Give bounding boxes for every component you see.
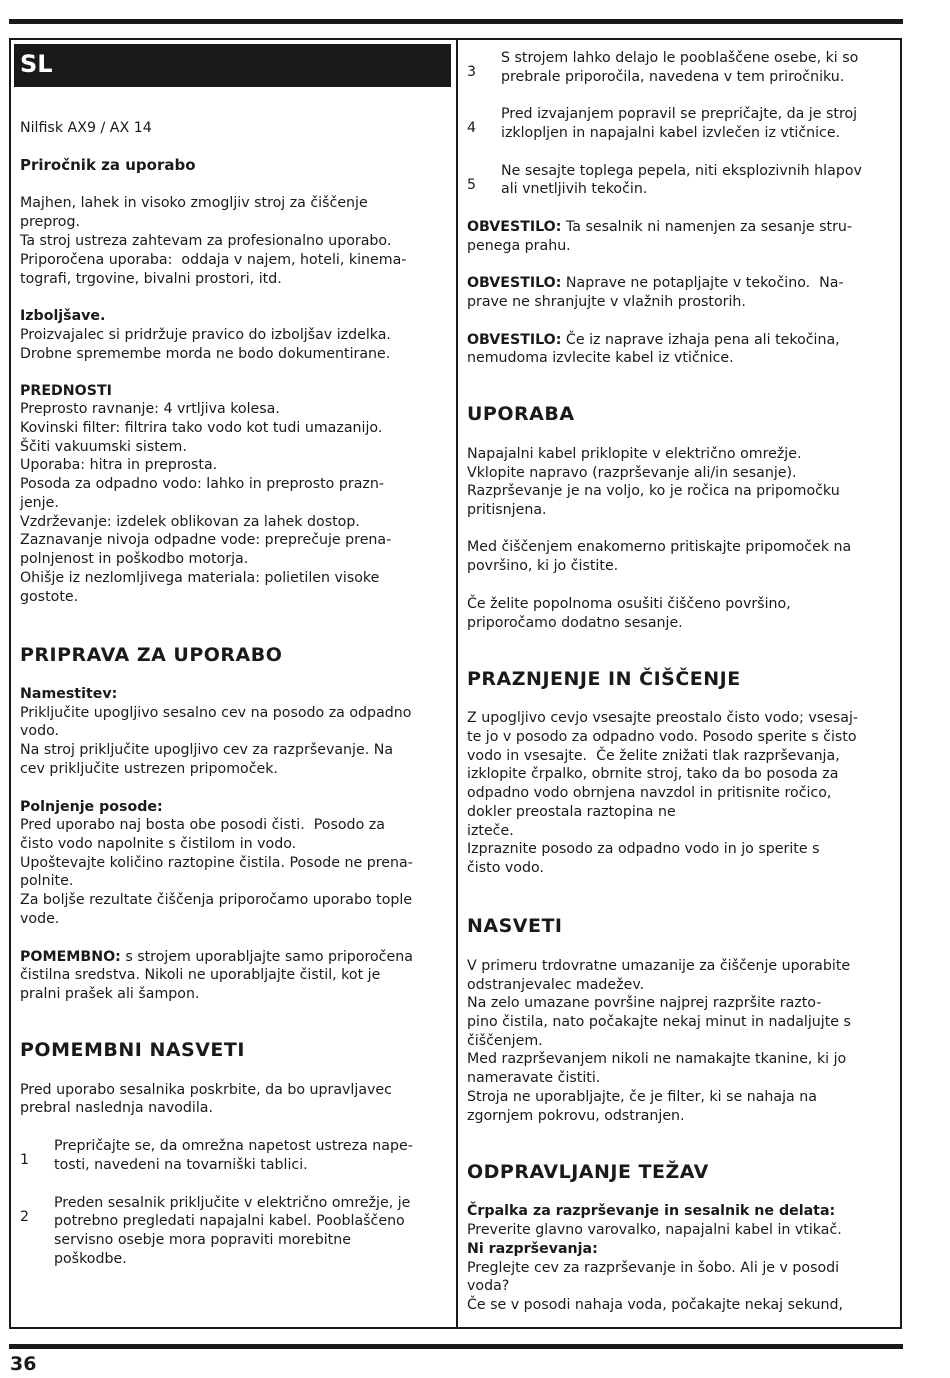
text-line: te jo v posodo za odpadno vodo. Posodo sperite s čisto xyxy=(467,729,857,745)
text-line: Če iz naprave izhaja pena ali tekočina, xyxy=(561,332,840,348)
text-line: Zaznavanje nivoja odpadne vode: preprečuje prena- xyxy=(20,532,392,548)
text-line: voda? xyxy=(467,1278,510,1294)
text-line: penega prahu. xyxy=(467,238,571,254)
text-line: površino, ki jo čistite. xyxy=(467,558,619,574)
text-line: Na zelo umazane površine najprej razpršite razto- xyxy=(467,995,822,1011)
text-line: servisno osebje mora popraviti morebitne xyxy=(54,1232,351,1248)
text-line: ali vnetljivih tekočin. xyxy=(501,181,648,197)
text-line: Ščiti vakuumski sistem. xyxy=(20,439,187,455)
text-line: čistilna sredstva. Nikoli ne uporabljajte čistil, kot je xyxy=(20,967,381,983)
text-line: nemudoma izvlecite kabel iz vtičnice. xyxy=(467,350,734,366)
text-line: Ne sesajte toplega pepela, niti eksplozivnih hlapov xyxy=(501,163,862,179)
text-line: Izpraznite posodo za odpadno vodo in jo sperite s xyxy=(467,841,820,857)
top-rule xyxy=(9,19,903,24)
text-line: Kovinski filter: filtrira tako vodo kot tudi umazanijo. xyxy=(20,420,383,436)
text-line: Stroja ne uporabljajte, če je filter, ki se nahaja na xyxy=(467,1089,817,1105)
text-line: Na stroj priključite upogljivo cev za razprševanje. Na xyxy=(20,742,394,758)
item-number: 2 xyxy=(20,1209,30,1226)
advantages-heading: PREDNOSTI xyxy=(20,383,112,399)
prep-heading: PRIPRAVA ZA UPORABO xyxy=(20,644,283,666)
language-tab xyxy=(14,44,451,87)
text-line: tografi, trgovine, bivalni prostori, itd. xyxy=(20,271,282,287)
manual-title: Priročnik za uporabo xyxy=(20,156,196,174)
text-line: Preglejte cev za razprševanje in šobo. Ali je v posodi xyxy=(467,1260,840,1276)
notice-label: OBVESTILO: xyxy=(467,332,562,348)
text-line: Z upogljivo cevjo vsesajte preostalo čisto vodo; vsesaj- xyxy=(467,710,859,726)
fill-heading: Polnjenje posode: xyxy=(20,799,163,815)
text-line: Pred uporabo naj bosta obe posodi čisti. Posodo za xyxy=(20,817,385,833)
text-line: Napajalni kabel priklopite v električno omrežje. xyxy=(467,446,802,462)
text-line: odstranjevalec madežev. xyxy=(467,977,645,993)
text-line: vodo. xyxy=(20,723,60,739)
text-line: čisto vodo. xyxy=(467,860,544,876)
text-line: gostote. xyxy=(20,589,79,605)
text-line: preprog. xyxy=(20,214,80,230)
text-line: Majhen, lahek in visoko zmogljiv stroj za čiščenje xyxy=(20,195,368,211)
text-line: Če se v posodi nahaja voda, počakajte nekaj sekund, xyxy=(467,1297,844,1313)
item-number: 1 xyxy=(20,1152,30,1169)
text-line: Pred uporabo sesalnika poskrbite, da bo upravljavec xyxy=(20,1082,392,1098)
text-line: Med čiščenjem enakomerno pritiskajte pripomoček na xyxy=(467,539,852,555)
text-line: potrebno pregledati napajalni kabel. Pooblaščeno xyxy=(54,1213,405,1229)
text-line: Če želite popolnoma osušiti čiščeno površino, xyxy=(467,596,791,612)
item-number: 5 xyxy=(467,177,477,194)
text-line: cev priključite ustrezen pripomoček. xyxy=(20,761,278,777)
text-line: polnjenost in poškodbo motorja. xyxy=(20,551,249,567)
text-line: Preverite glavno varovalko, napajalni kabel in vtikač. xyxy=(467,1222,842,1238)
item-number: 3 xyxy=(467,64,477,81)
text-line: Za boljše rezultate čiščenja priporočamo uporabo tople xyxy=(20,892,413,908)
text-line: s strojem uporabljajte samo priporočena xyxy=(120,949,413,965)
text-line: odpadno vodo obrnjena navzdol in pritisnite ročico, xyxy=(467,785,832,801)
advice-heading: NASVETI xyxy=(467,915,563,937)
trouble-heading: ODPRAVLJANJE TEŽAV xyxy=(467,1161,709,1183)
text-line: dokler preostala raztopina ne xyxy=(467,804,676,820)
language-code: SL xyxy=(20,50,53,78)
trouble-pump-heading: Črpalka za razprševanje in sesalnik ne delata: xyxy=(467,1203,836,1219)
text-line: priporočamo dodatno sesanje. xyxy=(467,615,683,631)
item-number: 4 xyxy=(467,120,477,137)
column-divider xyxy=(456,38,458,1329)
text-line: pralni prašek ali šampon. xyxy=(20,986,200,1002)
text-line: polnite. xyxy=(20,873,74,889)
text-line: čisto vodo napolnite s čistilom in vodo. xyxy=(20,836,297,852)
text-line: čiščenjem. xyxy=(467,1033,543,1049)
install-heading: Namestitev: xyxy=(20,686,118,702)
text-line: prebral naslednja navodila. xyxy=(20,1100,213,1116)
improvements-heading: Izboljšave. xyxy=(20,308,106,324)
text-line: Posoda za odpadno vodo: lahko in preprosto prazn- xyxy=(20,476,384,492)
text-line: poškodbe. xyxy=(54,1251,127,1267)
text-line: Med razprševanjem nikoli ne namakajte tkanine, ki jo xyxy=(467,1051,847,1067)
text-line: tosti, navedeni na tovarniški tablici. xyxy=(54,1157,308,1173)
text-line: Naprave ne potapljajte v tekočino. Na- xyxy=(561,275,844,291)
text-line: Razprševanje je na voljo, ko je ročica na pripomočku xyxy=(467,483,840,499)
text-line: Drobne spremembe morda ne bodo dokumentirane. xyxy=(20,346,391,362)
text-line: V primeru trdovratne umazanije za čiščenje uporabite xyxy=(467,958,851,974)
notice-label: OBVESTILO: xyxy=(467,219,562,235)
text-line: Preden sesalnik priključite v električno omrežje, je xyxy=(54,1195,411,1211)
text-line: Proizvajalec si pridržuje pravico do izboljšav izdelka. xyxy=(20,327,391,343)
text-line: vode. xyxy=(20,911,60,927)
text-line: Ohišje iz nezlomljivega materiala: polietilen visoke xyxy=(20,570,380,586)
text-line: vodo in vsesajte. Če želite znižati tlak razprševanja, xyxy=(467,748,840,764)
text-line: Priključite upogljivo sesalno cev na posodo za odpadno xyxy=(20,705,412,721)
text-line: zgornjem pokrovu, odstranjen. xyxy=(467,1108,685,1124)
text-line: izklopite črpalko, obrnite stroj, tako da bo posoda za xyxy=(467,766,839,782)
text-line: Ta stroj ustreza zahtevam za profesionalno uporabo. xyxy=(20,233,392,249)
text-line: prebrale priporočila, navedena v tem priročniku. xyxy=(501,69,845,85)
usage-heading: UPORABA xyxy=(467,403,575,425)
tips-heading: POMEMBNI NASVETI xyxy=(20,1039,245,1061)
text-line: Prepričajte se, da omrežna napetost ustreza nape- xyxy=(54,1138,413,1154)
text-line: izteče. xyxy=(467,823,514,839)
text-line: jenje. xyxy=(20,495,59,511)
bottom-rule xyxy=(9,1344,903,1349)
notice-label: OBVESTILO: xyxy=(467,275,562,291)
text-line: pino čistila, nato počakajte nekaj minut in nadaljujte s xyxy=(467,1014,851,1030)
text-line: izklopljen in napajalni kabel izvlečen iz vtičnice. xyxy=(501,125,841,141)
text-line: Upoštevajte količino raztopine čistila. Posode ne prena- xyxy=(20,855,413,871)
text-line: Ta sesalnik ni namenjen za sesanje stru- xyxy=(561,219,853,235)
page-number: 36 xyxy=(10,1353,37,1375)
text-line: Vklopite napravo (razprševanje ali/in sesanje). xyxy=(467,465,797,481)
text-line: Pred izvajanjem popravil se prepričajte, da je stroj xyxy=(501,106,858,122)
text-line: Vzdrževanje: izdelek oblikovan za lahek dostop. xyxy=(20,514,360,530)
text-line: prave ne shranjujte v vlažnih prostorih. xyxy=(467,294,746,310)
text-line: Priporočena uporaba: oddaja v najem, hoteli, kinema- xyxy=(20,252,407,268)
text-line: Uporaba: hitra in preprosta. xyxy=(20,457,218,473)
text-line: nameravate čistiti. xyxy=(467,1070,601,1086)
trouble-spray-heading: Ni razprševanja: xyxy=(467,1241,598,1257)
empty-heading: PRAZNJENJE IN ČIŠČENJE xyxy=(467,668,741,690)
text-line: Preprosto ravnanje: 4 vrtljiva kolesa. xyxy=(20,401,280,417)
text-line: pritisnjena. xyxy=(467,502,547,518)
model-name: Nilfisk AX9 / AX 14 xyxy=(20,120,152,136)
text-line: S strojem lahko delajo le pooblaščene osebe, ki so xyxy=(501,50,859,66)
important-label: POMEMBNO: xyxy=(20,949,121,965)
